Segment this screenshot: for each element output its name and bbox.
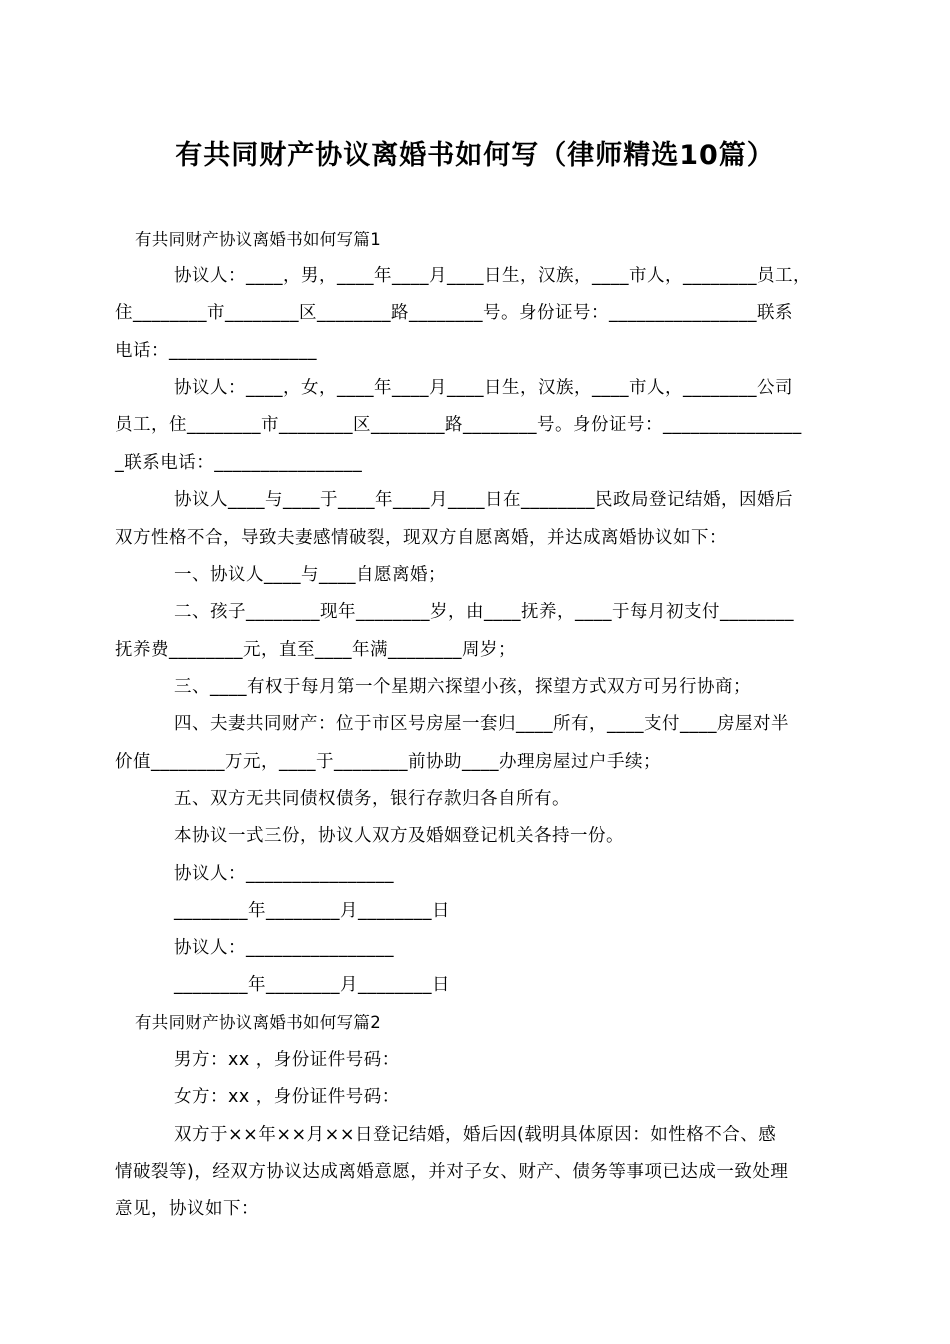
paragraph-line: 女方：xx ，身份证件号码：	[174, 1087, 400, 1107]
paragraph-line: 男方：xx ，身份证件号码：	[174, 1050, 400, 1070]
paragraph-line: 协议人____与____于____年____月____日在________民政局登记结婚，因婚后	[174, 490, 793, 510]
date-line: ________年________月________日	[174, 975, 450, 995]
copies-line: 本协议一式三份，协议人双方及婚姻登记机关各持一份。	[174, 826, 624, 846]
paragraph-line: 住________市________区________路________号。身份证号：________________联系	[115, 303, 793, 323]
paragraph-line: 价值________万元，____于________前协助____办理房屋过户手续；	[115, 752, 661, 772]
agreement-item: 五、双方无共同债权债务，银行存款归各自所有。	[174, 789, 570, 809]
paragraph-line: 双方性格不合，导致夫妻感情破裂，现双方自愿离婚，并达成离婚协议如下：	[115, 528, 727, 548]
signature-line: 协议人：________________	[174, 864, 394, 884]
agreement-item: 四、夫妻共同财产：位于市区号房屋一套归____所有，____支付____房屋对半	[174, 714, 789, 734]
paragraph-line: 电话：________________	[115, 341, 317, 361]
agreement-item: 一、协议人____与____自愿离婚；	[174, 565, 446, 585]
paragraph-line: 意见，协议如下：	[115, 1199, 259, 1219]
paragraph-line: 抚养费________元，直至____年满________周岁；	[115, 640, 516, 660]
paragraph-line: 情破裂等)，经双方协议达成离婚意愿，并对子女、财产、债务等事项已达成一致处理	[115, 1162, 789, 1182]
agreement-item: 三、____有权于每月第一个星期六探望小孩，探望方式双方可另行协商；	[174, 677, 751, 697]
agreement-item: 二、孩子________现年________岁，由____抚养，____于每月初支付________	[174, 602, 794, 622]
paragraph-line: 双方于××年××月××日登记结婚，婚后因(载明具体原因：如性格不合、感	[174, 1125, 777, 1145]
date-line: ________年________月________日	[174, 901, 450, 921]
paragraph-line: _联系电话：________________	[115, 453, 363, 473]
section-heading: 有共同财产协议离婚书如何写篇2	[135, 1013, 381, 1032]
paragraph-line: 协议人：____，男，____年____月____日生，汉族，____市人，________员工，	[174, 266, 811, 286]
section-heading: 有共同财产协议离婚书如何写篇1	[135, 230, 381, 249]
paragraph-line: 员工，住________市________区________路________号。身份证号：_______________	[115, 415, 802, 435]
paragraph-line: 协议人：____，女，____年____月____日生，汉族，____市人，________公司	[174, 378, 793, 398]
signature-line: 协议人：________________	[174, 938, 394, 958]
document-title: 有共同财产协议离婚书如何写（律师精选10篇）	[175, 140, 775, 171]
